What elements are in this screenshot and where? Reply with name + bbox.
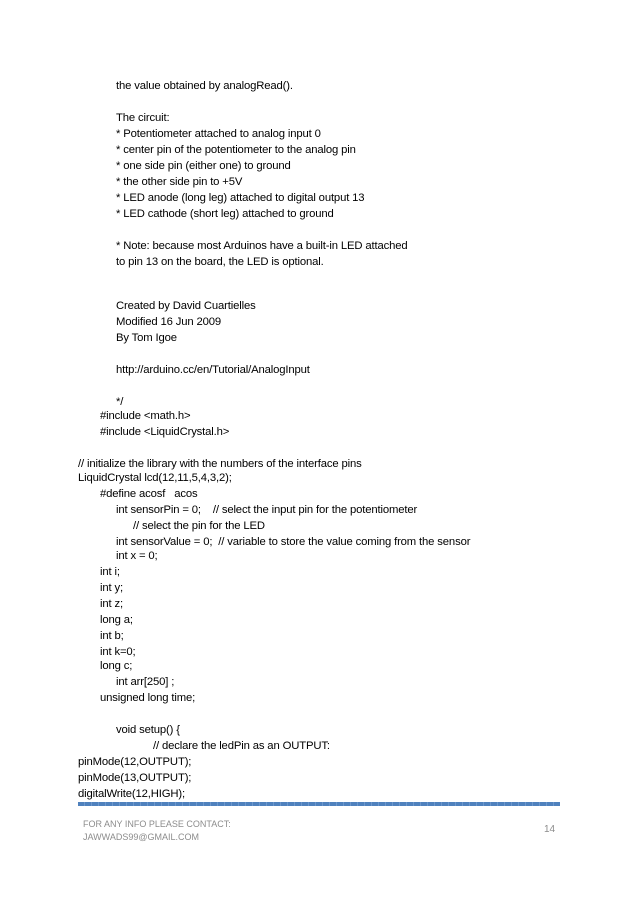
text-line: * Note: because most Arduinos have a built-in LED attached xyxy=(116,240,408,252)
code-line: int arr[250] ; xyxy=(116,676,175,688)
code-line: digitalWrite(12,HIGH); xyxy=(78,788,185,800)
text-line: By Tom Igoe xyxy=(116,332,177,344)
code-line: long c; xyxy=(100,660,133,672)
code-line: pinMode(13,OUTPUT); xyxy=(78,772,192,784)
page-number: 14 xyxy=(544,824,556,835)
code-line: int sensorPin = 0; // select the input pin for the potentiometer xyxy=(116,504,418,516)
code-line: int x = 0; xyxy=(116,550,158,562)
code-line: int sensorValue = 0; // variable to store the value coming from the sensor xyxy=(116,536,471,548)
code-line: LiquidCrystal lcd(12,11,5,4,3,2); xyxy=(78,472,232,484)
code-line: // select the pin for the LED xyxy=(133,520,265,532)
footer-contact-email: JAWWADS99@GMAIL.COM xyxy=(83,832,199,842)
code-line: pinMode(12,OUTPUT); xyxy=(78,756,192,768)
text-line: */ xyxy=(116,396,124,408)
text-line: * one side pin (either one) to ground xyxy=(116,160,291,172)
code-line: int i; xyxy=(100,566,120,578)
footer-rule xyxy=(78,802,560,806)
text-line: http://arduino.cc/en/Tutorial/AnalogInput xyxy=(116,364,310,376)
text-line: The circuit: xyxy=(116,112,170,124)
code-line: int k=0; xyxy=(100,646,136,658)
code-line: #include <math.h> xyxy=(100,410,191,422)
text-line: to pin 13 on the board, the LED is optional. xyxy=(116,256,324,268)
code-line: // initialize the library with the numbers of the interface pins xyxy=(78,458,362,470)
code-line: unsigned long time; xyxy=(100,692,196,704)
text-line: * LED anode (long leg) attached to digital output 13 xyxy=(116,192,365,204)
code-line: #include <LiquidCrystal.h> xyxy=(100,426,230,438)
text-line: Created by David Cuartielles xyxy=(116,300,256,312)
text-line: * center pin of the potentiometer to the analog pin xyxy=(116,144,356,156)
code-line: int b; xyxy=(100,630,124,642)
footer-contact-label: FOR ANY INFO PLEASE CONTACT: xyxy=(83,819,231,829)
code-line: int y; xyxy=(100,582,123,594)
text-line: * LED cathode (short leg) attached to ground xyxy=(116,208,334,220)
text-line: Modified 16 Jun 2009 xyxy=(116,316,222,328)
code-line: long a; xyxy=(100,614,133,626)
code-line: int z; xyxy=(100,598,123,610)
code-line: #define acosf acos xyxy=(100,488,198,500)
code-line: void setup() { xyxy=(116,724,180,736)
code-line: // declare the ledPin as an OUTPUT: xyxy=(153,740,330,752)
text-line: * the other side pin to +5V xyxy=(116,176,243,188)
text-line: the value obtained by analogRead(). xyxy=(116,80,293,92)
text-line: * Potentiometer attached to analog input 0 xyxy=(116,128,321,140)
